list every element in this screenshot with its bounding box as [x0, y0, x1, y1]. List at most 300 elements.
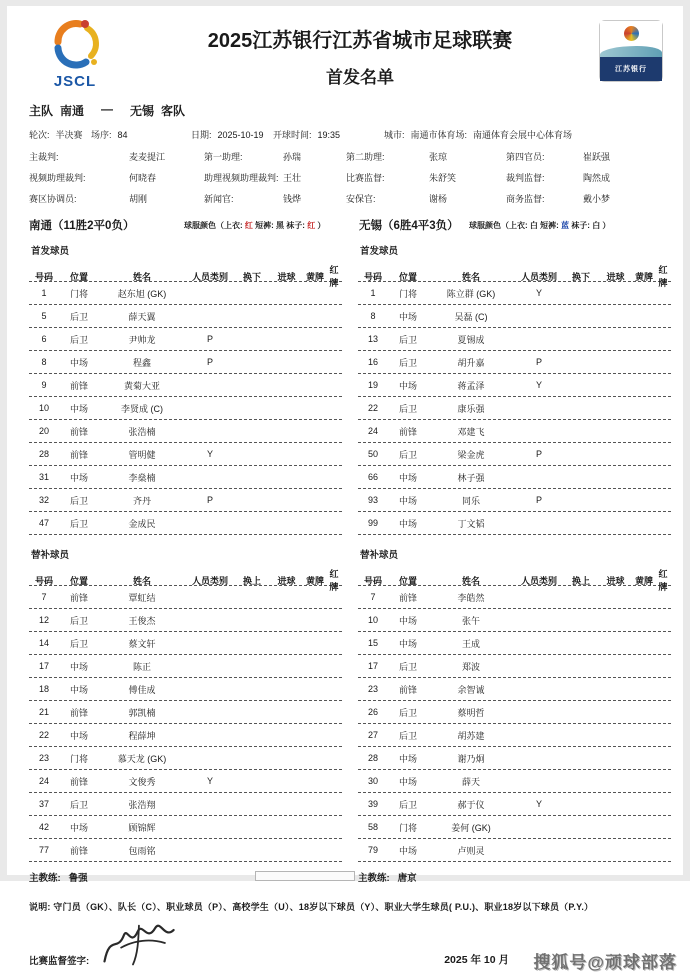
player-name: 谢乃炯: [457, 753, 485, 764]
column-header: 姓名: [132, 271, 151, 282]
official-role-label: 第一助理:: [204, 152, 243, 162]
column-header: 姓名: [132, 575, 151, 586]
player-position: 中场: [398, 615, 417, 626]
player-name: 郑波: [461, 661, 480, 672]
player-number: 31: [38, 472, 49, 482]
player-name: 张浩楠: [128, 426, 156, 437]
player-row: [29, 724, 342, 747]
player-number: 66: [367, 472, 378, 482]
column-header: 位置: [398, 271, 417, 282]
home-coach-name: 鲁强: [68, 873, 88, 884]
away-column: [358, 243, 671, 884]
player-category: P: [535, 495, 542, 505]
player-position: 中场: [69, 472, 88, 483]
column-header: 红牌: [329, 569, 339, 592]
team-strip: [29, 217, 669, 233]
player-name: 吴磊 (C): [454, 311, 488, 322]
official-name: 朱舒笑: [429, 173, 457, 183]
away-subs-label: 替补球员: [360, 550, 399, 561]
player-number: 10: [367, 615, 378, 625]
player-position: 前锋: [69, 845, 88, 856]
player-row: [29, 328, 342, 351]
lineup-columns: [29, 243, 669, 884]
player-row: [358, 632, 671, 655]
player-position: 中场: [69, 730, 88, 741]
player-position: 中场: [398, 311, 417, 322]
page-title: 2025江苏银行江苏省城市足球联赛: [207, 30, 513, 52]
player-row: [358, 747, 671, 770]
player-row: [358, 678, 671, 701]
player-number: 6: [41, 334, 47, 344]
column-header: 位置: [69, 575, 88, 586]
away-shorts-color: 蓝: [561, 220, 570, 230]
away-kit-colors: 球服颜色（上衣: 白 短裤: 蓝 袜子: 白 ）: [469, 220, 611, 230]
player-position: 门将: [398, 288, 417, 299]
player-number: 14: [38, 638, 49, 648]
player-number: 13: [367, 334, 378, 344]
player-number: 79: [367, 845, 378, 855]
signature-row: [29, 923, 677, 972]
player-position: 后卫: [69, 311, 88, 322]
player-name: 文俊秀: [128, 776, 156, 787]
watermark-text: 搜狐号@顽球部落: [533, 953, 677, 972]
player-number: 1: [41, 288, 47, 298]
player-row: [358, 489, 671, 512]
away-team-label: 客队: [161, 104, 186, 118]
player-row: [358, 512, 671, 535]
player-row: [358, 655, 671, 678]
player-position: 中场: [398, 845, 417, 856]
official-name: 王壮: [283, 173, 302, 183]
player-name: 蒋孟泽: [457, 380, 485, 391]
player-number: 22: [38, 730, 49, 740]
player-position: 门将: [69, 753, 88, 764]
player-row: [358, 724, 671, 747]
player-position: 前锋: [69, 426, 88, 437]
player-number: 39: [367, 799, 378, 809]
match-info-value: 南通体育会展中心体育场: [473, 130, 573, 140]
official-name: 崔跃强: [583, 152, 611, 162]
home-socks-color: 红: [307, 220, 316, 230]
player-row: [29, 489, 342, 512]
player-name: 包雨铭: [128, 845, 156, 856]
player-position: 中场: [69, 357, 88, 368]
player-name: 胡苏建: [457, 730, 485, 741]
player-name: 黄菊大亚: [123, 380, 160, 391]
player-name: 傅佳成: [128, 684, 156, 695]
player-name: 李皓然: [457, 592, 485, 603]
match-heading: [29, 102, 669, 119]
official-name: 戴小梦: [583, 194, 611, 204]
player-position: 前锋: [398, 592, 417, 603]
column-header: 位置: [398, 575, 417, 586]
column-header: 姓名: [461, 575, 480, 586]
player-row: [29, 839, 342, 862]
player-number: 19: [367, 380, 378, 390]
column-header: 位置: [69, 271, 88, 282]
away-team-name: 无锡: [130, 104, 155, 118]
player-name: 张浩翔: [128, 799, 156, 810]
match-info-pair: [384, 128, 438, 141]
player-name: 薛天翼: [128, 311, 156, 322]
match-info-value: 2025-10-19: [217, 130, 264, 140]
official-name: 胡刚: [129, 194, 148, 204]
player-number: 10: [38, 403, 49, 413]
player-position: 中场: [69, 403, 88, 414]
player-name: 覃虹结: [128, 592, 156, 603]
player-row: [29, 397, 342, 420]
match-info-label: 日期:: [191, 130, 212, 140]
player-category: P: [206, 357, 213, 367]
legend-notes: 说明: 守门员（GK）、队长（C）、职业球员（P）、高校学生（U）、18岁以下球员（Y）、职业大学生球员( P.U.)、职业18岁以下球员（P.Y.）: [29, 902, 594, 912]
player-row: [29, 351, 342, 374]
player-name: 丁文韬: [457, 518, 485, 529]
player-number: 18: [38, 684, 49, 694]
jscl-logo-text: JSCL: [53, 73, 97, 90]
column-header: 黄牌: [305, 271, 324, 282]
player-row: [358, 609, 671, 632]
column-header: 进球: [277, 575, 296, 586]
away-shirt-color: 白: [529, 220, 538, 230]
player-row: [29, 282, 342, 305]
column-header: 红牌: [658, 265, 668, 288]
official-name: 何晓春: [129, 173, 157, 183]
player-name: 王成: [461, 638, 480, 649]
player-category: P: [206, 495, 213, 505]
player-number: 58: [367, 822, 378, 832]
player-name: 梁金虎: [457, 449, 485, 460]
away-starting-label: 首发球员: [360, 246, 399, 257]
player-name: 赵东旭 (GK): [117, 288, 167, 299]
jscl-emblem-icon: [44, 18, 106, 70]
official-role-label: 安保官:: [346, 194, 376, 204]
player-position: 后卫: [398, 799, 417, 810]
match-info-pair: [29, 128, 91, 141]
player-row: [358, 397, 671, 420]
player-name: 王俊杰: [128, 615, 156, 626]
player-position: 后卫: [398, 357, 417, 368]
player-name: 薛天: [461, 776, 480, 787]
away-starting-header: [358, 263, 671, 288]
match-info-pair: [273, 128, 384, 141]
player-name: 同乐: [461, 495, 480, 506]
player-row: [29, 816, 342, 839]
player-number: 93: [367, 495, 378, 505]
away-coach-name: 唐京: [397, 873, 417, 884]
match-info-label: 城市:: [384, 130, 405, 140]
player-number: 20: [38, 426, 49, 436]
player-category: Y: [535, 799, 542, 809]
player-number: 47: [38, 518, 49, 528]
player-number: 26: [367, 707, 378, 717]
lineup-sheet-page: [7, 6, 683, 972]
player-name: 蔡明哲: [457, 707, 485, 718]
player-number: 24: [367, 426, 378, 436]
player-position: 中场: [69, 661, 88, 672]
home-kit-colors: 球服颜色（上衣: 红 短裤: 黑 袜子: 红 ）: [184, 220, 326, 230]
bank-emblem-icon: [624, 26, 639, 41]
player-number: 15: [367, 638, 378, 648]
player-row: [358, 701, 671, 724]
column-header: 进球: [606, 271, 625, 282]
column-header: 号码: [34, 575, 53, 586]
home-starting-label: 首发球员: [31, 246, 70, 257]
player-name: 管明健: [128, 449, 156, 460]
player-category: P: [535, 449, 542, 459]
player-name: 齐丹: [132, 495, 151, 506]
player-name: 胡升嘉: [457, 357, 485, 368]
match-info-pair: [91, 128, 191, 141]
bottom-page-notch: [255, 871, 355, 881]
home-team-record: 南通（11胜2平0负）: [29, 220, 135, 232]
away-team-record: 无锡（6胜4平3负）: [359, 220, 459, 232]
player-row: [29, 305, 342, 328]
column-header: 姓名: [461, 271, 480, 282]
column-header: 人员类别: [520, 575, 557, 586]
player-number: 77: [38, 845, 49, 855]
player-position: 后卫: [69, 518, 88, 529]
player-name: 邓建飞: [457, 426, 485, 437]
player-row: [358, 328, 671, 351]
player-number: 12: [38, 615, 49, 625]
column-header: 黄牌: [634, 575, 653, 586]
player-number: 8: [370, 311, 376, 321]
home-column: [29, 243, 342, 884]
column-header: 进球: [277, 271, 296, 282]
player-row: [29, 747, 342, 770]
player-name: 金成民: [128, 518, 156, 529]
player-name: 尹帅龙: [128, 334, 156, 345]
away-coach: 主教练: 唐京: [358, 873, 417, 884]
player-number: 28: [38, 449, 49, 459]
column-header: 换上: [242, 575, 261, 586]
player-row: [358, 374, 671, 397]
versus-dash: —: [101, 102, 114, 116]
player-number: 32: [38, 495, 49, 505]
player-name: 慕天龙 (GK): [117, 753, 167, 764]
player-number: 42: [38, 822, 49, 832]
official-role-label: 主裁判:: [29, 152, 59, 162]
away-subs-header: [358, 567, 671, 592]
jscl-logo: [29, 14, 121, 90]
player-position: 前锋: [398, 684, 417, 695]
bank-logo: [599, 20, 663, 82]
player-row: [29, 374, 342, 397]
home-subs-table: [29, 586, 342, 862]
official-name: 张琼: [429, 152, 448, 162]
player-name: 张午: [461, 615, 480, 626]
player-position: 后卫: [398, 707, 417, 718]
player-position: 中场: [398, 380, 417, 391]
player-number: 16: [367, 357, 378, 367]
column-header: 黄牌: [634, 271, 653, 282]
player-row: [29, 770, 342, 793]
player-number: 99: [367, 518, 378, 528]
away-subs-table: [358, 586, 671, 862]
column-header: 换上: [571, 575, 590, 586]
match-info-label: 轮次:: [29, 130, 50, 140]
home-shirt-color: 红: [244, 220, 253, 230]
player-row: [29, 512, 342, 535]
player-number: 27: [367, 730, 378, 740]
player-row: [358, 305, 671, 328]
player-number: 9: [41, 380, 47, 390]
player-row: [29, 655, 342, 678]
column-header: 进球: [606, 575, 625, 586]
player-number: 37: [38, 799, 49, 809]
bank-wave-decoration: [600, 46, 662, 57]
away-socks-color: 白: [592, 220, 601, 230]
column-header: 红牌: [658, 569, 668, 592]
player-name: 康乐强: [457, 403, 485, 414]
official-role-label: 第四官员:: [506, 152, 545, 162]
player-number: 23: [367, 684, 378, 694]
official-role-label: 商务监督:: [506, 194, 545, 204]
player-name: 陈正: [132, 661, 151, 672]
player-row: [358, 586, 671, 609]
official-role-label: 视频助理裁判:: [29, 173, 86, 183]
official-role-label: 裁判监督:: [506, 173, 545, 183]
player-row: [358, 793, 671, 816]
player-number: 23: [38, 753, 49, 763]
match-info-value: 84: [117, 130, 128, 140]
player-position: 中场: [398, 776, 417, 787]
player-name: 程鑫: [132, 357, 151, 368]
header: [29, 14, 669, 98]
away-starting-table: [358, 282, 671, 535]
player-number: 17: [367, 661, 378, 671]
home-team-name: 南通: [60, 104, 85, 118]
player-position: 门将: [398, 822, 417, 833]
player-row: [358, 466, 671, 489]
official-name: 陶然成: [583, 173, 611, 183]
official-role-label: 比赛监督:: [346, 173, 385, 183]
home-starting-header: [29, 263, 342, 288]
player-name: 李贤成 (C): [121, 403, 163, 414]
player-row: [358, 282, 671, 305]
home-subs-header: [29, 567, 342, 592]
player-position: 后卫: [398, 449, 417, 460]
column-header: 号码: [34, 271, 53, 282]
home-starting-table: [29, 282, 342, 535]
player-number: 30: [367, 776, 378, 786]
handwritten-signature: [89, 913, 204, 976]
player-position: 后卫: [69, 334, 88, 345]
player-name: 陈立群 (GK): [446, 288, 496, 299]
player-row: [358, 420, 671, 443]
player-position: 后卫: [69, 615, 88, 626]
home-coach: 主教练: 鲁强: [29, 873, 88, 884]
match-info-value: 半决赛: [55, 130, 83, 140]
player-category: Y: [206, 776, 213, 786]
column-header: 人员类别: [191, 271, 228, 282]
player-name: 郝于仪: [457, 799, 485, 810]
player-row: [29, 701, 342, 724]
supervisor-signature-label: 比赛监督签字:: [29, 956, 90, 967]
player-position: 前锋: [69, 592, 88, 603]
match-info-label: 场序:: [91, 130, 112, 140]
player-name: 郭凯楠: [128, 707, 156, 718]
titles: [121, 14, 599, 88]
player-row: [29, 420, 342, 443]
player-row: [358, 839, 671, 862]
column-header: 换下: [571, 271, 590, 282]
player-row: [358, 770, 671, 793]
player-category: Y: [206, 449, 213, 459]
player-row: [29, 632, 342, 655]
column-header: 红牌: [329, 265, 339, 288]
player-number: 21: [38, 707, 49, 717]
player-number: 22: [367, 403, 378, 413]
column-header: 人员类别: [191, 575, 228, 586]
player-category: P: [206, 334, 213, 344]
bank-logo-top: [600, 21, 662, 46]
official-name: 麦麦提江: [129, 152, 166, 162]
official-role-label: 第二助理:: [346, 152, 385, 162]
home-subs-label: 替补球员: [31, 550, 70, 561]
player-position: 后卫: [398, 334, 417, 345]
player-position: 前锋: [69, 449, 88, 460]
player-position: 中场: [398, 638, 417, 649]
player-position: 后卫: [69, 638, 88, 649]
player-number: 8: [41, 357, 47, 367]
bank-logo-text: 江苏银行: [600, 57, 662, 81]
player-row: [29, 443, 342, 466]
player-name: 姜何 (GK): [451, 822, 491, 833]
match-info-pair: [438, 128, 573, 141]
player-position: 中场: [398, 518, 417, 529]
player-number: 28: [367, 753, 378, 763]
player-category: Y: [535, 380, 542, 390]
player-row: [358, 816, 671, 839]
column-header: 号码: [363, 575, 382, 586]
player-name: 卢则灵: [457, 845, 485, 856]
page-subtitle: 首发名单: [326, 68, 394, 87]
player-row: [358, 351, 671, 374]
column-header: 号码: [363, 271, 382, 282]
player-number: 7: [370, 592, 376, 602]
player-number: 1: [370, 288, 376, 298]
player-number: 7: [41, 592, 47, 602]
player-row: [29, 586, 342, 609]
player-position: 中场: [398, 495, 417, 506]
official-role-label: 助理视频助理裁判:: [204, 173, 279, 183]
player-position: 前锋: [398, 426, 417, 437]
player-name: 蔡文轩: [128, 638, 156, 649]
player-category: P: [535, 357, 542, 367]
official-name: 谢杨: [429, 194, 448, 204]
player-number: 50: [367, 449, 378, 459]
player-position: 后卫: [69, 799, 88, 810]
match-info-label: 体育场:: [437, 130, 468, 140]
player-position: 中场: [398, 753, 417, 764]
match-info-pair: [191, 128, 273, 141]
player-position: 中场: [69, 822, 88, 833]
player-row: [29, 609, 342, 632]
player-number: 17: [38, 661, 49, 671]
player-name: 李燊楠: [128, 472, 156, 483]
match-info-value: 19:35: [317, 130, 341, 140]
player-name: 夏锡成: [457, 334, 485, 345]
player-position: 后卫: [398, 730, 417, 741]
official-name: 孙瑞: [283, 152, 302, 162]
match-info-value: 南通市: [410, 130, 438, 140]
player-row: [29, 466, 342, 489]
home-team-label: 主队: [29, 104, 54, 118]
signature-date: 2025 年 10 月: [444, 954, 509, 966]
column-header: 人员类别: [520, 271, 557, 282]
official-name: 钱烨: [283, 194, 302, 204]
